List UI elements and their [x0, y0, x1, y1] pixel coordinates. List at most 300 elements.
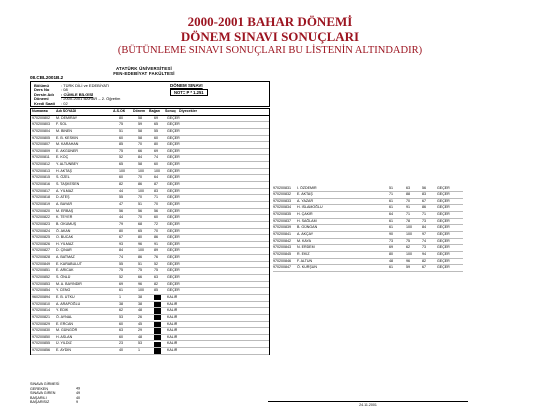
table-row — [273, 186, 463, 193]
cell-name: M. ERBAŞ — [56, 208, 74, 213]
cell-result: GEÇER — [437, 251, 450, 256]
cell-result: GEÇER — [167, 261, 180, 266]
meta-row: Dönemi : 2000-2001 BAHAR – 2. Öğretim — [34, 96, 121, 101]
cell-result: KALIR — [167, 314, 178, 319]
table-row — [273, 219, 463, 226]
table-row — [31, 295, 269, 302]
cell-name: Ö. AKAN — [56, 228, 71, 233]
cell-grade — [154, 348, 161, 353]
cell-number: 970200839 — [273, 225, 291, 230]
cell-result: GEÇER — [167, 162, 180, 167]
cell-grade: 69 — [154, 115, 158, 120]
cell-result: KALIR — [167, 321, 178, 326]
cell-avg: 60 — [119, 175, 123, 180]
cell-grade: 56 — [154, 208, 158, 213]
cell-term: 51 — [138, 261, 142, 266]
cell-number: 970200823 — [32, 221, 50, 226]
cell-number: 970200807 — [32, 142, 50, 147]
cell-avg: 61 — [389, 265, 393, 270]
cell-term: 51 — [138, 201, 142, 206]
cell-result: GEÇER — [167, 115, 180, 120]
table-row — [31, 268, 269, 275]
cell-avg: 51 — [389, 185, 393, 190]
cell-result: GEÇER — [167, 135, 180, 140]
meta-row: Kredi Saati : 02 — [34, 100, 68, 106]
table-row — [31, 189, 269, 196]
table-row — [31, 341, 269, 348]
cell-avg: 40 — [119, 348, 123, 353]
cell-name: B. GÜNGAN — [297, 225, 318, 230]
faculty-name: FEN-EDEBİYAT FAKÜLTESİ — [113, 71, 175, 76]
cell-number: 970200856 — [32, 348, 50, 353]
cell-grade: 83 — [154, 188, 158, 193]
cell-avg: 71 — [389, 192, 393, 197]
table-row — [31, 136, 269, 143]
cell-avg: 69 — [119, 281, 123, 286]
footer-date: 24.11.2001 — [268, 401, 468, 407]
cell-avg: 65 — [119, 162, 123, 167]
cell-number: 970200811 — [32, 155, 50, 160]
cell-grade — [154, 328, 161, 333]
cell-grade: 91 — [154, 241, 158, 246]
cell-number: 970200833 — [273, 198, 291, 203]
cell-term: 62 — [406, 245, 410, 250]
cell-grade: 67 — [422, 265, 426, 270]
cell-term: 75 — [406, 238, 410, 243]
cell-result: KALIR — [167, 308, 178, 313]
cell-term: 91 — [406, 205, 410, 210]
cell-grade: 82 — [422, 258, 426, 263]
cell-term: 59 — [138, 122, 142, 127]
cell-grade: 63 — [154, 275, 158, 280]
cell-grade: 86 — [154, 235, 158, 240]
cell-avg: 63 — [119, 328, 123, 333]
cell-term: 58 — [138, 128, 142, 133]
cell-grade — [154, 295, 161, 300]
cell-term: 56 — [138, 208, 142, 213]
cell-result: GEÇER — [167, 128, 180, 133]
cell-name: E. B. KESKİN — [56, 135, 78, 140]
table-row — [31, 315, 269, 322]
cell-avg: 80 — [119, 228, 123, 233]
cell-number: 970200855 — [32, 341, 50, 346]
table-row — [31, 235, 269, 242]
cell-number: 970200826 — [32, 241, 50, 246]
cell-grade: 64 — [154, 175, 158, 180]
cell-name: E. KARABULUT — [56, 261, 82, 266]
cell-avg: 75 — [119, 268, 123, 273]
cell-grade: 75 — [154, 268, 158, 273]
cell-result: KALIR — [167, 341, 178, 346]
cell-number: 970200854 — [32, 288, 50, 293]
cell-term: 29 — [138, 328, 142, 333]
grade-formula: NOT= P * 1.251 — [170, 89, 208, 96]
table-row — [31, 175, 269, 182]
cell-avg: 60 — [119, 334, 123, 339]
cell-number: 970200821 — [32, 314, 50, 319]
cell-term: 75 — [138, 268, 142, 273]
cell-result: GEÇER — [167, 195, 180, 200]
table-row — [273, 199, 463, 206]
table-row — [31, 155, 269, 162]
cell-grade — [154, 322, 161, 327]
results-table-right — [273, 186, 463, 272]
cell-grade — [154, 315, 161, 320]
cell-result: GEÇER — [167, 228, 180, 233]
cell-name: M. KARAHAN — [56, 142, 79, 147]
cell-avg: 64 — [389, 212, 393, 217]
cell-result: GEÇER — [437, 231, 450, 236]
cell-grade: 55 — [154, 128, 158, 133]
cell-number: 960200894 — [32, 294, 50, 299]
cell-number: 970200813 — [32, 168, 50, 173]
cell-avg: 61 — [119, 288, 123, 293]
cell-name: Ü. YILDIZ — [56, 341, 72, 346]
cell-term: 86 — [138, 255, 142, 260]
cell-avg: 93 — [119, 241, 123, 246]
col-name-header: Adı SOYADI — [56, 109, 77, 113]
cell-name: D. ÇINAR — [56, 248, 72, 253]
cell-number: 970200804 — [32, 128, 50, 133]
cell-grade: 86 — [422, 205, 426, 210]
cell-number: 970200822 — [32, 215, 50, 220]
table-row — [31, 328, 269, 335]
cell-term: 96 — [138, 281, 142, 286]
cell-name: A. ARAPOĞLU — [56, 301, 81, 306]
col-grade-header: Bağan — [149, 109, 160, 113]
table-header-row — [31, 109, 269, 116]
cell-result: GEÇER — [167, 175, 180, 180]
cell-number: 970200827 — [32, 248, 50, 253]
table-row — [31, 209, 269, 216]
cell-name: O. BUCAK — [56, 235, 74, 240]
table-row — [31, 215, 269, 222]
cell-term: 71 — [406, 212, 410, 217]
cell-name: E. AKGÜNER — [56, 148, 78, 153]
cell-result: GEÇER — [167, 288, 180, 293]
cell-grade: 65 — [154, 122, 158, 127]
cell-avg: 75 — [119, 148, 123, 153]
cell-term: 100 — [406, 225, 412, 230]
cell-name: S. ÖZEL — [56, 175, 70, 180]
table-row — [31, 255, 269, 262]
cell-term: 70 — [138, 142, 142, 147]
cell-number: 970200843 — [273, 245, 291, 250]
cell-name: N. ERDEM — [297, 245, 315, 250]
cell-grade: 71 — [422, 212, 426, 217]
cell-result: GEÇER — [167, 201, 180, 206]
cell-avg: 38 — [119, 301, 123, 306]
cell-term: 84 — [138, 155, 142, 160]
cell-avg: 55 — [119, 195, 123, 200]
cell-avg: 80 — [389, 251, 393, 256]
table-row — [31, 222, 269, 229]
cell-avg: 52 — [119, 155, 123, 160]
cell-term: 58 — [138, 135, 142, 140]
cell-term: 100 — [138, 188, 144, 193]
cell-avg: 55 — [119, 261, 123, 266]
cell-result: GEÇER — [167, 122, 180, 127]
cell-term: 48 — [138, 308, 142, 313]
cell-number: 970200850 — [32, 334, 50, 339]
cell-avg: 47 — [119, 201, 123, 206]
cell-name: E. ERCAN — [56, 321, 73, 326]
cell-grade: 73 — [422, 245, 426, 250]
cell-term: 58 — [138, 115, 142, 120]
cell-number: 970200802 — [32, 115, 50, 120]
col-term-header: Dönem — [133, 109, 146, 113]
table-row — [31, 195, 269, 202]
col-notes-header: Diyecekler — [179, 109, 197, 113]
cell-name: H. AKTAŞ — [56, 168, 72, 173]
cell-number: 970200834 — [273, 205, 291, 210]
cell-number: 970200812 — [32, 162, 50, 167]
table-row — [31, 182, 269, 189]
cell-number: 970200837 — [273, 218, 291, 223]
cell-result: GEÇER — [167, 248, 180, 253]
results-banner — [0, 14, 540, 57]
cell-number: 970200832 — [273, 192, 291, 197]
cell-result: KALIR — [167, 348, 178, 353]
table-row — [31, 248, 269, 255]
cell-result: GEÇER — [167, 221, 180, 226]
cell-grade: 80 — [154, 142, 158, 147]
cell-name: R. EKİZ — [297, 251, 310, 256]
cell-avg: 75 — [119, 122, 123, 127]
cell-name: E. KOÇ — [56, 155, 69, 160]
cell-number: 970200810 — [32, 301, 50, 306]
cell-result: GEÇER — [437, 218, 450, 223]
cell-name: S. TAŞKESEN — [56, 182, 80, 187]
cell-result: GEÇER — [167, 155, 180, 160]
cell-grade: 60 — [154, 215, 158, 220]
cell-avg: 53 — [119, 314, 123, 319]
cell-number: 970200818 — [32, 195, 50, 200]
cell-name: Y. ALTUNBEY — [56, 162, 79, 167]
cell-name: A. AKÇAY — [297, 231, 314, 236]
cell-name: Ö. AYNAL — [56, 314, 73, 319]
table-row — [31, 275, 269, 282]
cell-term: 100 — [406, 231, 412, 236]
table-row — [31, 262, 269, 269]
cell-avg: 80 — [119, 115, 123, 120]
cell-term: 65 — [138, 228, 142, 233]
cell-result: GEÇER — [437, 205, 450, 210]
cell-grade: 97 — [422, 231, 426, 236]
cell-result: GEÇER — [167, 255, 180, 260]
col-result-header: Sonuç — [165, 109, 176, 113]
university-header — [85, 66, 203, 76]
cell-number: 970200828 — [32, 255, 50, 260]
cell-avg: 60 — [119, 321, 123, 326]
cell-number: 970200830 — [32, 328, 50, 333]
cell-result: GEÇER — [437, 245, 450, 250]
cell-avg: 69 — [389, 245, 393, 250]
cell-name: Y. CENG — [56, 288, 71, 293]
cell-grade: 85 — [154, 288, 158, 293]
cell-name: A. BATMAZ — [56, 255, 75, 260]
cell-avg: 74 — [119, 255, 123, 260]
cell-grade: 100 — [154, 168, 160, 173]
cell-term: 96 — [406, 258, 410, 263]
cell-name: F. ALTUN — [297, 258, 313, 263]
cell-result: GEÇER — [167, 241, 180, 246]
cell-result: GEÇER — [167, 182, 180, 187]
cell-result: GEÇER — [167, 275, 180, 280]
cell-name: H. İSLAMOĞLU — [297, 205, 323, 210]
cell-name: B. OKUMUŞ — [56, 221, 77, 226]
cell-name: K. TEYER — [56, 215, 73, 220]
table-row — [31, 122, 269, 129]
cell-term: 38 — [138, 294, 142, 299]
cell-avg: 73 — [389, 238, 393, 243]
cell-avg: 61 — [389, 198, 393, 203]
cell-number: 970200846 — [273, 258, 291, 263]
cell-number: 970200805 — [32, 135, 50, 140]
cell-name: A. YILMAZ — [56, 188, 74, 193]
table-row — [273, 259, 463, 266]
cell-name: D. ATEŞ — [56, 195, 70, 200]
cell-avg: 85 — [119, 142, 123, 147]
cell-grade — [154, 302, 161, 307]
cell-grade: 72 — [154, 221, 158, 226]
cell-avg: 60 — [119, 135, 123, 140]
cell-grade — [154, 335, 161, 340]
table-row — [273, 205, 463, 212]
table-row — [273, 245, 463, 252]
total-row: BAŞARISIZ 9 — [30, 400, 79, 405]
cell-name: Ö. KURŞUN — [297, 265, 317, 270]
cell-name: F. SOL — [56, 122, 67, 127]
cell-term: 96 — [138, 241, 142, 246]
cell-name: Y. EDİK — [56, 308, 69, 313]
cell-number: 970200803 — [32, 122, 50, 127]
cell-name: İ. ÖZDEMİR — [297, 185, 317, 190]
cell-avg: 62 — [119, 308, 123, 313]
cell-grade — [154, 342, 161, 347]
cell-term: 70 — [406, 198, 410, 203]
cell-result: GEÇER — [167, 168, 180, 173]
table-row — [31, 169, 269, 176]
table-row — [273, 239, 463, 246]
cell-term: 100 — [406, 251, 412, 256]
cell-result: GEÇER — [167, 268, 180, 273]
cell-number: 970200824 — [32, 228, 50, 233]
cell-avg: 100 — [119, 168, 125, 173]
cell-term: 86 — [138, 182, 142, 187]
cell-term: 70 — [138, 195, 142, 200]
cell-number: 970200809 — [32, 148, 50, 153]
cell-number: 970200820 — [32, 208, 50, 213]
exam-results-document — [30, 66, 510, 405]
table-row — [273, 225, 463, 232]
cell-grade: 60 — [154, 162, 158, 167]
cell-number: 970200841 — [273, 231, 291, 236]
cell-term: 100 — [138, 288, 144, 293]
cell-term: 66 — [138, 148, 142, 153]
cell-term: 59 — [406, 265, 410, 270]
cell-grade: 52 — [154, 261, 158, 266]
cell-number: 970200845 — [273, 251, 291, 256]
table-row — [273, 252, 463, 259]
cell-result: KALIR — [167, 334, 178, 339]
col-avg-header: A.S.OK — [113, 109, 126, 113]
table-row — [273, 232, 463, 239]
cell-number: 970200815 — [32, 175, 50, 180]
cell-avg: 79 — [119, 221, 123, 226]
cell-avg: 51 — [119, 128, 123, 133]
table-row — [273, 212, 463, 219]
cell-name: H. ASLAN — [56, 334, 73, 339]
cell-grade: 73 — [422, 218, 426, 223]
cell-result: GEÇER — [167, 148, 180, 153]
table-row — [31, 129, 269, 136]
cell-result: GEÇER — [167, 281, 180, 286]
banner-note: (BÜTÜNLEME SINAVI SONUÇLARI BU LİSTENİN ALTINDADIR) — [117, 45, 423, 56]
cell-avg: 56 — [119, 208, 123, 213]
cell-term: 66 — [138, 275, 142, 280]
cell-grade: 76 — [154, 255, 158, 260]
cell-result: GEÇER — [167, 142, 180, 147]
cell-avg: 61 — [389, 218, 393, 223]
cell-term: 58 — [138, 162, 142, 167]
meta-row: Dersin Adı : CÜMLE BİLGİSİ — [34, 91, 94, 97]
total-row: SINAVA GİREN 49 — [30, 391, 81, 396]
cell-result: KALIR — [167, 301, 178, 306]
cell-avg: 23 — [119, 341, 123, 346]
cell-grade: 70 — [154, 201, 158, 206]
table-row — [31, 149, 269, 156]
table-row — [31, 302, 269, 309]
cell-grade: 56 — [422, 185, 426, 190]
meta-row: Ders No : 08 — [34, 87, 68, 92]
cell-avg: 44 — [119, 188, 123, 193]
cell-name: H. ÇAKIR — [297, 212, 313, 217]
cell-name: A. YAZAR — [297, 198, 314, 203]
cell-term: 53 — [138, 341, 142, 346]
cell-result: GEÇER — [167, 188, 180, 193]
cell-number: 970200816 — [32, 182, 50, 187]
table-row — [31, 288, 269, 295]
university-name: ATATÜRK ÜNİVERSİTESİ — [116, 66, 172, 71]
cell-result: GEÇER — [437, 212, 450, 217]
cell-result: GEÇER — [167, 235, 180, 240]
cell-grade: 71 — [154, 195, 158, 200]
cell-term: 1 — [138, 348, 140, 353]
cell-number: 970200842 — [273, 238, 291, 243]
cell-number: 970200849 — [32, 261, 50, 266]
cell-term: 38 — [138, 301, 142, 306]
cell-grade: 83 — [422, 192, 426, 197]
cell-number: 970200852 — [32, 275, 50, 280]
cell-result: GEÇER — [437, 265, 450, 270]
table-row — [273, 265, 463, 272]
cell-name: M. BİNEN — [56, 128, 72, 133]
cell-term: 68 — [138, 221, 142, 226]
cell-number: 970200853 — [32, 281, 50, 286]
table-row — [31, 308, 269, 315]
course-code: 08.CBL2001B.2 — [30, 75, 64, 80]
cell-result: GEÇER — [437, 225, 450, 230]
cell-result: GEÇER — [437, 238, 450, 243]
cell-grade: 89 — [154, 248, 158, 253]
cell-number: 970200825 — [32, 235, 50, 240]
table-row — [31, 229, 269, 236]
table-row — [273, 192, 463, 199]
cell-number: 970200831 — [273, 185, 291, 190]
cell-avg: 52 — [119, 275, 123, 280]
cell-name: M. GÜNGÖR — [56, 328, 78, 333]
